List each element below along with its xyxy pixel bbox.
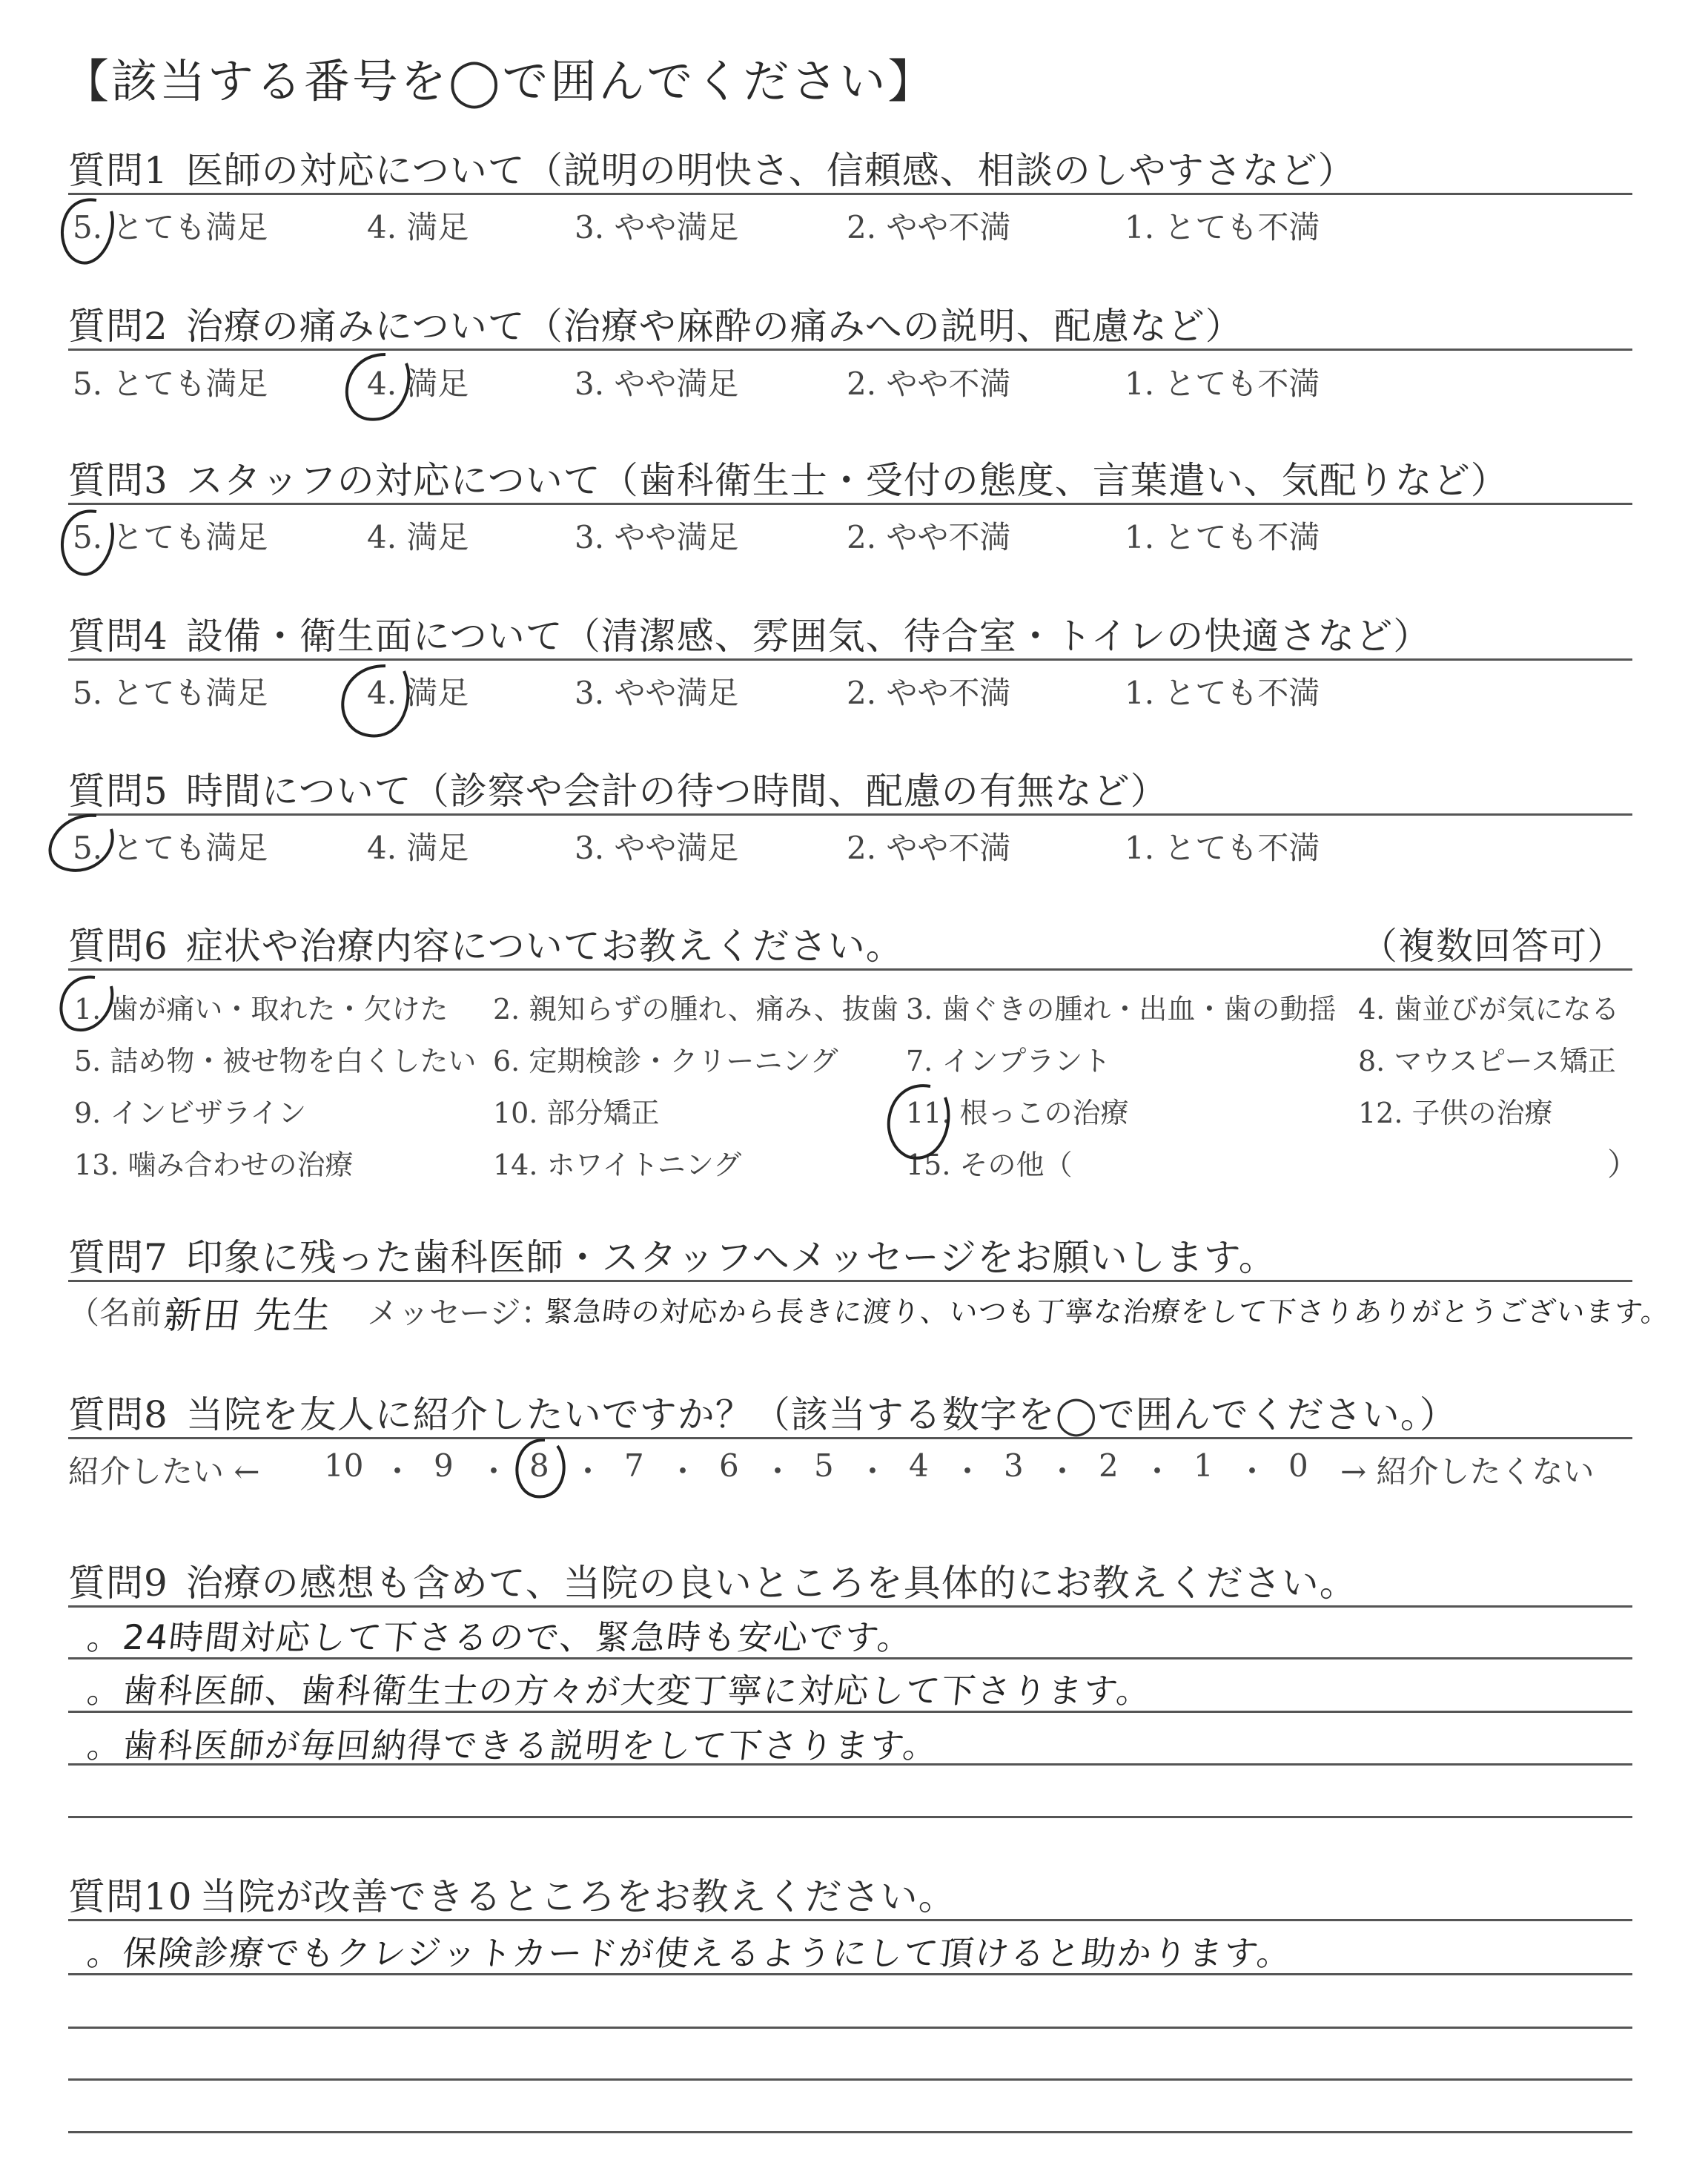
- q6-option-7[interactable]: 7. インプラント: [906, 1045, 1111, 1077]
- name-label: （名前：: [68, 1295, 193, 1331]
- message-label: メッセージ：: [367, 1295, 552, 1331]
- q6-option-2[interactable]: 2. 親知らずの腫れ、痛み、抜歯: [493, 993, 898, 1025]
- message-value[interactable]: 緊急時の対応から長きに渡り、いつも丁寧な治療をして下さりありがとうございます。: [543, 1295, 1672, 1328]
- answer-line-3[interactable]: 。歯科医師が毎回納得できる説明をして下さります。: [85, 1725, 941, 1766]
- question-2-title: [68, 297, 1243, 350]
- q1-option-1[interactable]: 1. とても不満: [1125, 209, 1320, 245]
- question-number: 質問1: [68, 149, 168, 192]
- question-text: スタッフの対応について（歯科衛生士・受付の態度、言葉遣い、気配りなど）: [185, 459, 1509, 502]
- q2-option-1[interactable]: 1. とても不満: [1125, 366, 1320, 402]
- question-10-title: [68, 1867, 956, 1920]
- q6-option-14[interactable]: 14. ホワイトニング: [493, 1149, 742, 1181]
- scale-value-10[interactable]: 10: [324, 1447, 364, 1484]
- scale-value-2[interactable]: 2: [1099, 1447, 1119, 1484]
- divider-line: [68, 1919, 1632, 1921]
- answer-line-2[interactable]: 。歯科医師、歯科衛生士の方々が大変丁寧に対応して下さります。: [85, 1671, 1154, 1711]
- scale-separator: ・: [667, 1453, 699, 1490]
- q3-option-1[interactable]: 1. とても不満: [1125, 519, 1320, 555]
- q3-option-5[interactable]: 5. とても満足: [73, 519, 268, 555]
- question-text: 治療の痛みについて（治療や麻酔の痛みへの説明、配慮など）: [185, 305, 1243, 348]
- q1-option-4[interactable]: 4. 満足: [367, 209, 469, 245]
- question-number: 質問4: [68, 615, 168, 658]
- scale-value-9[interactable]: 9: [434, 1447, 454, 1484]
- q5-option-5[interactable]: 5. とても満足: [73, 830, 268, 866]
- q2-option-5[interactable]: 5. とても満足: [73, 366, 268, 402]
- divider-line: [68, 1605, 1632, 1608]
- q6-option-4[interactable]: 4. 歯並びが気になる: [1358, 993, 1620, 1025]
- q4-option-5[interactable]: 5. とても満足: [73, 675, 268, 711]
- question-text: 設備・衛生面について（清潔感、雰囲気、待合室・トイレの快適さなど）: [185, 615, 1431, 658]
- q2-option-2[interactable]: 2. やや不満: [847, 366, 1011, 402]
- answer-rule: [68, 1816, 1632, 1818]
- answer-line-1[interactable]: 。24時間対応して下さるので、緊急時も安心です。: [85, 1617, 916, 1657]
- question-3-title: [68, 451, 1509, 504]
- scale-separator: ・: [1142, 1453, 1174, 1490]
- q5-option-4[interactable]: 4. 満足: [367, 830, 469, 866]
- question-text: 症状や治療内容についてお教えください。: [185, 925, 904, 968]
- scale-value-6[interactable]: 6: [719, 1447, 739, 1484]
- name-value[interactable]: 新田 先生: [162, 1294, 334, 1337]
- question-number: 質問8: [68, 1393, 168, 1436]
- question-7-title: [68, 1228, 1277, 1281]
- divider-line: [68, 349, 1632, 351]
- scale-separator: ・: [1047, 1453, 1079, 1490]
- scale-value-0[interactable]: 0: [1288, 1447, 1308, 1484]
- scale-separator: ・: [952, 1453, 984, 1490]
- question-9-title: [68, 1553, 1357, 1607]
- multiple-answer-note: （複数回答可）: [1360, 925, 1625, 968]
- q6-option-1[interactable]: 1. 歯が痛い・取れた・欠けた: [74, 993, 448, 1025]
- divider-line: [68, 1280, 1632, 1282]
- scale-value-4[interactable]: 4: [909, 1447, 929, 1484]
- scale-separator: ・: [762, 1453, 794, 1490]
- q2-option-3[interactable]: 3. やや満足: [575, 366, 739, 402]
- q1-option-2[interactable]: 2. やや不満: [847, 209, 1011, 245]
- scale-separator: ・: [857, 1453, 889, 1490]
- other-close-paren: ）: [1607, 1146, 1639, 1183]
- recommend-right-label: → 紹介したくない: [1340, 1453, 1595, 1490]
- question-text: 印象に残った歯科医師・スタッフへメッセージをお願いします。: [185, 1236, 1277, 1279]
- scale-value-3[interactable]: 3: [1004, 1447, 1024, 1484]
- divider-line: [68, 503, 1632, 505]
- q2-option-4[interactable]: 4. 満足: [367, 366, 469, 402]
- question-4-title: [68, 607, 1431, 660]
- recommend-left-label: 紹介したい ←: [68, 1453, 260, 1490]
- scale-separator: ・: [478, 1453, 510, 1490]
- q6-option-11[interactable]: 11. 根っこの治療: [906, 1097, 1129, 1129]
- q5-option-2[interactable]: 2. やや不満: [847, 830, 1011, 866]
- divider-line: [68, 968, 1632, 971]
- q6-option-8[interactable]: 8. マウスピース矯正: [1358, 1045, 1616, 1077]
- q6-option-5[interactable]: 5. 詰め物・被せ物を白くしたい: [74, 1045, 477, 1077]
- question-number: 質問7: [68, 1236, 168, 1279]
- scale-separator: ・: [572, 1453, 604, 1490]
- scale-value-7[interactable]: 7: [624, 1447, 644, 1484]
- q6-option-12[interactable]: 12. 子供の治療: [1358, 1097, 1553, 1129]
- question-text: 当院が改善できるところをお教えください。: [199, 1875, 956, 1918]
- q5-option-1[interactable]: 1. とても不満: [1125, 830, 1320, 866]
- q3-option-3[interactable]: 3. やや満足: [575, 519, 739, 555]
- question-text: 時間について（診察や会計の待つ時間、配慮の有無など）: [185, 770, 1168, 813]
- answer-rule: [68, 1763, 1632, 1766]
- improvement-line-1[interactable]: 。保険診療でもクレジットカードが使えるようにして頂けると助かります。: [85, 1933, 1295, 1973]
- q4-option-1[interactable]: 1. とても不満: [1125, 675, 1320, 711]
- q3-option-4[interactable]: 4. 満足: [367, 519, 469, 555]
- question-number: 質問5: [68, 770, 168, 813]
- q3-option-2[interactable]: 2. やや不満: [847, 519, 1011, 555]
- divider-line: [68, 813, 1632, 816]
- question-text: 治療の感想も含めて、当院の良いところを具体的にお教えください。: [185, 1562, 1357, 1605]
- question-number: 質問6: [68, 925, 168, 968]
- q6-option-10[interactable]: 10. 部分矯正: [493, 1097, 660, 1129]
- q5-option-3[interactable]: 3. やや満足: [575, 830, 739, 866]
- question-6-title: [68, 916, 904, 970]
- question-1-title: [68, 141, 1356, 194]
- q6-option-6[interactable]: 6. 定期検診・クリーニング: [493, 1045, 838, 1077]
- answer-rule: [68, 2078, 1632, 2081]
- q4-option-4[interactable]: 4. 満足: [367, 675, 469, 711]
- scale-separator: ・: [1237, 1453, 1268, 1490]
- question-number: 質問2: [68, 305, 168, 348]
- divider-line: [68, 658, 1632, 661]
- question-text: 医師の対応について（説明の明快さ、信頼感、相談のしやすさなど）: [185, 149, 1356, 192]
- q4-option-2[interactable]: 2. やや不満: [847, 675, 1011, 711]
- answer-rule: [68, 1973, 1632, 1975]
- q4-option-3[interactable]: 3. やや満足: [575, 675, 739, 711]
- question-number: 質問10: [68, 1875, 193, 1918]
- question-text: 当院を友人に紹介したいですか？（該当する数字を◯で囲んでください。）: [185, 1393, 1457, 1436]
- page-header: 【該当する番号を◯で囲んでください】: [63, 54, 936, 108]
- q6-option-13[interactable]: 13. 噛み合わせの治療: [74, 1149, 354, 1181]
- question-5-title: [68, 762, 1168, 815]
- answer-rule: [68, 2027, 1632, 2029]
- answer-rule: [68, 1711, 1632, 1713]
- scale-value-1[interactable]: 1: [1194, 1447, 1214, 1484]
- scale-value-5[interactable]: 5: [814, 1447, 834, 1484]
- answer-rule: [68, 1657, 1632, 1659]
- scale-separator: ・: [382, 1453, 414, 1490]
- divider-line: [68, 1437, 1632, 1439]
- scale-value-8[interactable]: 8: [529, 1447, 549, 1484]
- q6-option-3[interactable]: 3. 歯ぐきの腫れ・出血・歯の動揺: [906, 993, 1337, 1025]
- q1-option-3[interactable]: 3. やや満足: [575, 209, 739, 245]
- q1-option-5[interactable]: 5. とても満足: [73, 209, 268, 245]
- q6-option-15[interactable]: 15. その他（: [906, 1149, 1073, 1181]
- answer-rule: [68, 2131, 1632, 2133]
- question-number: 質問9: [68, 1562, 168, 1605]
- question-8-title: [68, 1385, 1457, 1439]
- q6-option-9[interactable]: 9. インビザライン: [74, 1097, 307, 1129]
- question-number: 質問3: [68, 459, 168, 502]
- divider-line: [68, 193, 1632, 195]
